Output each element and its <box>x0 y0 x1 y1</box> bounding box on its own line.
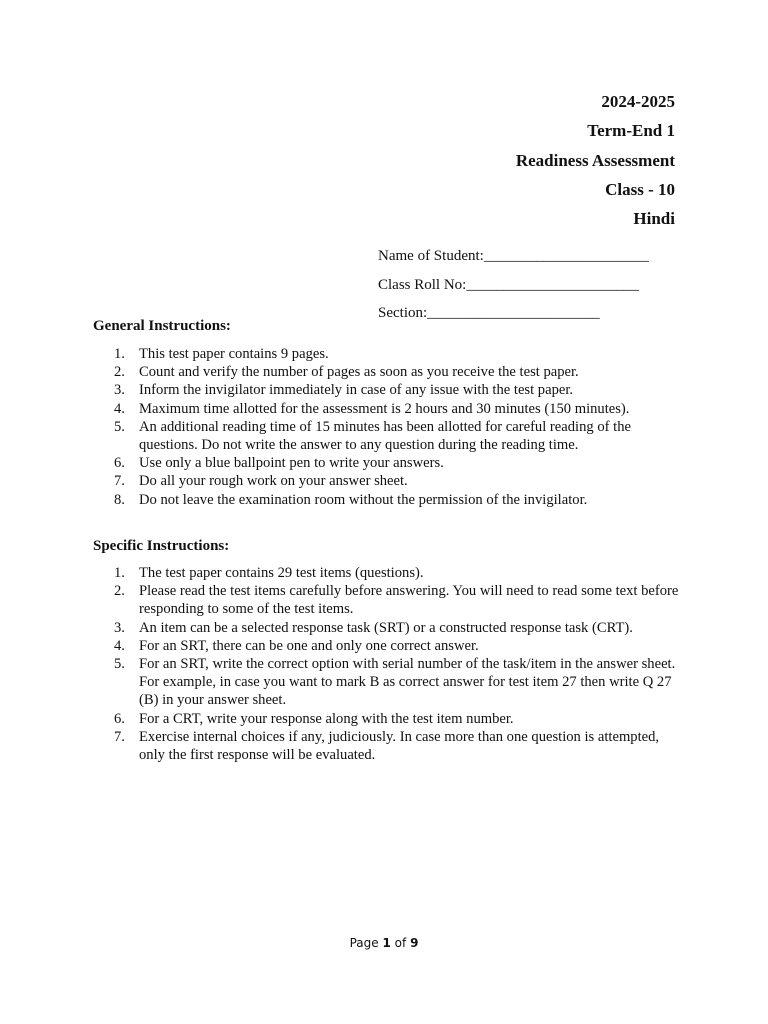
instruction-number: 8. <box>114 491 125 508</box>
exam-header <box>516 87 675 233</box>
instruction-item <box>93 582 683 618</box>
page-label: Page <box>349 936 379 950</box>
instruction-number: 6. <box>114 710 125 727</box>
instruction-number: 5. <box>114 656 125 673</box>
section-field: Section:_______________________ <box>378 305 600 321</box>
instruction-item <box>93 619 683 637</box>
instruction-item <box>93 418 683 454</box>
term-title: Term-End 1 <box>587 121 675 141</box>
instruction-number: 5. <box>114 418 125 435</box>
instruction-item <box>93 363 683 381</box>
instruction-text: An additional reading time of 15 minutes has been allotted for careful reading of the questions. Do not write the answer to any question during the reading time. <box>139 418 631 454</box>
instruction-text: Use only a blue ballpoint pen to write your answers. <box>139 455 444 472</box>
instruction-text: Count and verify the number of pages as soon as you receive the test paper. <box>139 364 579 381</box>
total-pages-number: 9 <box>410 936 419 950</box>
instruction-number: 1. <box>114 565 125 581</box>
class-label: Class - 10 <box>605 179 675 199</box>
instruction-item <box>93 655 683 710</box>
instruction-number: 3. <box>114 619 125 636</box>
instruction-text: Do all your rough work on your answer sheet. <box>139 473 408 490</box>
instruction-item <box>93 728 683 764</box>
instruction-text: For an SRT, write the correct option with serial number of the task/item in the answer sheet. For example, in case you want to mark B as correct answer for test item 27 then write Q 27 (B) in your answer sheet. <box>139 656 676 709</box>
instruction-item <box>93 637 683 655</box>
instruction-item <box>93 472 683 490</box>
instruction-item <box>93 491 683 509</box>
instruction-text: Do not leave the examination room without the permission of the invigilator. <box>139 491 588 508</box>
general-instructions-list <box>93 345 683 509</box>
instruction-item <box>93 454 683 472</box>
instruction-item <box>93 400 683 418</box>
instruction-text: Exercise internal choices if any, judiciously. In case more than one question is attempted, only the first response will be evaluated. <box>139 728 660 764</box>
instruction-item <box>93 345 683 363</box>
of-label: of <box>394 936 407 950</box>
instruction-number: 7. <box>114 728 125 745</box>
instruction-number: 1. <box>114 346 125 362</box>
instruction-text: Inform the invigilator immediately in case of any issue with the test paper. <box>139 382 574 399</box>
instruction-item <box>93 710 683 728</box>
instruction-item <box>93 381 683 399</box>
assessment-title: Readiness Assessment <box>515 150 675 170</box>
instruction-number: 4. <box>114 637 125 654</box>
instruction-number: 7. <box>114 473 125 490</box>
instruction-number: 4. <box>114 400 125 417</box>
instruction-text: The test paper contains 29 test items (questions). <box>139 565 424 581</box>
student-details <box>378 245 649 331</box>
academic-year: 2024-2025 <box>601 92 675 111</box>
instruction-text: Maximum time allotted for the assessment is 2 hours and 30 minutes (150 minutes). <box>139 400 630 417</box>
instruction-text: An item can be a selected response task (SRT) or a constructed response task (CRT). <box>139 619 633 636</box>
subject-label: Hindi <box>633 209 675 229</box>
instruction-number: 2. <box>114 364 125 381</box>
instruction-text: For an SRT, there can be one and only one correct answer. <box>139 637 479 654</box>
student-name-field: Name of Student:______________________ <box>378 248 649 264</box>
instruction-text: This test paper contains 9 pages. <box>139 346 329 362</box>
instruction-number: 3. <box>114 382 125 399</box>
instruction-text: Please read the test items carefully before answering. You will need to read some text before responding to some of the test items. <box>139 583 679 618</box>
instruction-number: 6. <box>114 455 125 472</box>
instruction-number: 2. <box>114 583 125 600</box>
general-instructions-heading: General Instructions: <box>93 318 231 334</box>
specific-instructions-list <box>93 564 683 764</box>
instruction-item <box>93 564 683 582</box>
instruction-text: For a CRT, write your response along with the test item number. <box>139 710 514 727</box>
class-roll-field: Class Roll No:_______________________ <box>378 276 639 293</box>
page-footer <box>0 936 768 950</box>
specific-instructions-heading: Specific Instructions: <box>93 538 230 554</box>
current-page-number: 1 <box>382 936 391 950</box>
